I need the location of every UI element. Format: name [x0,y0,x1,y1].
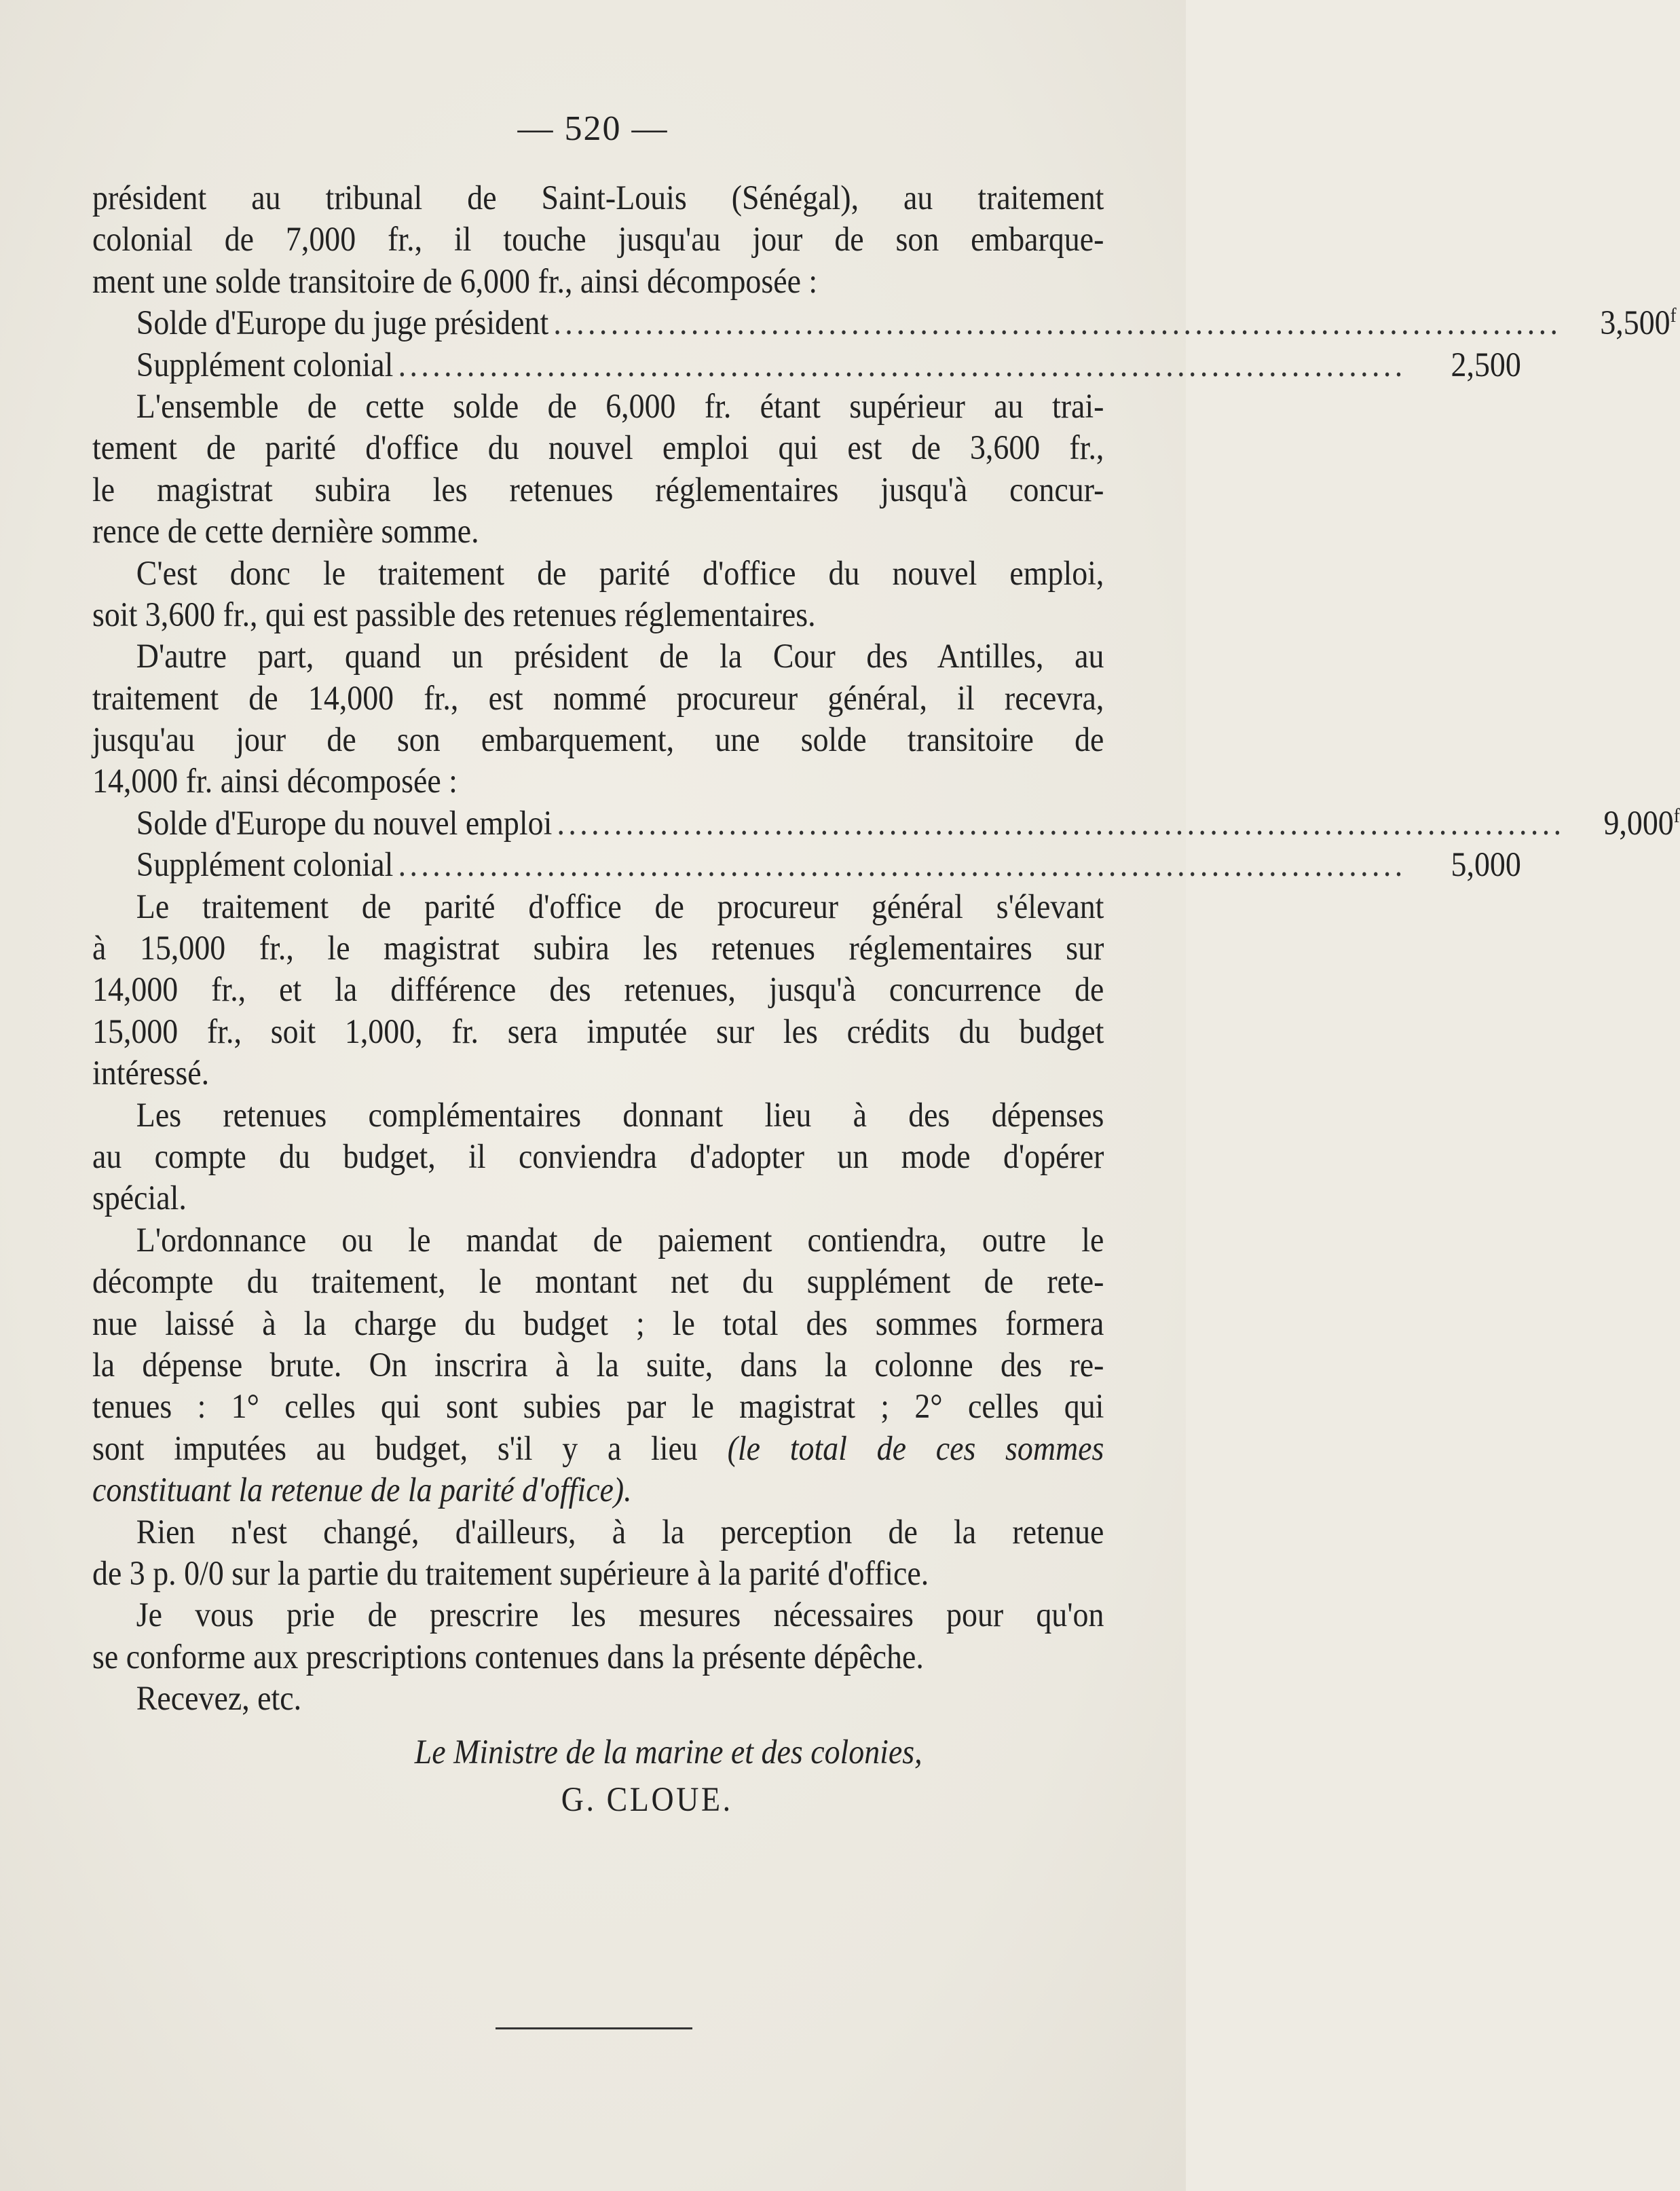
text-line: la dépense brute. On inscrira à la suite, dans la colonne des re- [92,1346,1104,1384]
text-line: traitement de 14,000 fr., est nommé procureur général, il recevra, [92,679,1104,718]
body-text [92,178,1680,1827]
table-row-label: Supplément colonial [136,846,394,885]
table-row [92,845,1521,886]
text-line: ment une solde transitoire de 6,000 fr., ainsi décomposée : [92,262,818,301]
text-line: Je vous prie de prescrire les mesures nécessaires pour qu'on [136,1596,1104,1635]
table-row-amount: 5,000 [1451,846,1521,885]
text-line: C'est donc le traitement de parité d'office du nouvel emploi, [136,554,1104,593]
text-line: le magistrat subira les retenues réglementaires jusqu'à concur- [92,471,1104,509]
signature-title: Le Ministre de la marine et des colonies, [414,1733,922,1772]
text-line: tement de parité d'office du nouvel emploi qui est de 3,600 fr., [92,429,1104,468]
text-line: constituant la retenue de la parité d'office). [92,1471,632,1510]
text-line: L'ensemble de cette solde de 6,000 fr. étant supérieur au trai- [136,387,1104,426]
table-row-amount: 9,000$^f$ [1603,804,1680,843]
signature-name: G. CLOUE. [561,1781,733,1820]
page-number: — 520 — [517,109,669,148]
text-line: jusqu'au jour de son embarquement, une solde transitoire de [92,721,1104,760]
text-line: Les retenues complémentaires donnant lieu à des dépenses [136,1096,1104,1135]
table-row [92,303,1677,344]
text-line: tenues : 1° celles qui sont subies par le magistrat ; 2° celles qui [92,1388,1104,1426]
dot-leader: ........................................................................................ [398,846,1406,885]
dot-leader: ........................................................................................ [557,804,1565,843]
table-row [92,803,1680,845]
table-row-label: Solde d'Europe du nouvel emploi [136,804,553,843]
text-line: sont imputées au budget, s'il y a lieu (le total de ces sommes [92,1429,1104,1468]
text-line: Recevez, etc. [136,1680,302,1718]
text-line: D'autre part, quand un président de la Cour des Antilles, au [136,638,1104,676]
text-line: L'ordonnance ou le mandat de paiement contiendra, outre le [136,1221,1104,1259]
text-line: se conforme aux prescriptions contenues dans la présente dépêche. [92,1638,924,1676]
text-line: de 3 p. 0/0 sur la partie du traitement supérieure à la parité d'office. [92,1554,929,1593]
table-row-label: Solde d'Europe du juge président [136,304,549,343]
text-line: colonial de 7,000 fr., il touche jusqu'au jour de son embarque- [92,221,1104,259]
text-line: intéressé. [92,1054,210,1093]
text-line: Le traitement de parité d'office de procureur général s'élevant [136,887,1104,926]
text-line: au compte du budget, il conviendra d'adopter un mode d'opérer [92,1137,1104,1176]
text-line: nue laissé à la charge du budget ; le total des sommes formera [92,1304,1104,1343]
text-line: Rien n'est changé, d'ailleurs, à la perception de la retenue [136,1513,1104,1551]
dot-leader: ........................................................................................ [553,304,1562,343]
text-line: spécial. [92,1179,187,1218]
dot-leader: ........................................................................................ [398,346,1406,384]
table-row-amount: 2,500 [1451,346,1521,384]
italic-note: (le total de ces sommes [727,1429,1104,1468]
closing-rule [496,2027,692,2029]
text-line: soit 3,600 fr., qui est passible des retenues réglementaires. [92,595,816,634]
text-line: à 15,000 fr., le magistrat subira les retenues réglementaires sur [92,929,1104,968]
text-line: 14,000 fr. ainsi décomposée : [92,762,458,801]
text-line: président au tribunal de Saint-Louis (Sénégal), au traitement [92,179,1104,217]
table-row [92,345,1521,386]
text-line: 14,000 fr., et la différence des retenues, jusqu'à concurrence de [92,971,1104,1010]
table-row-label: Supplément colonial [136,346,394,384]
text-line: rence de cette dernière somme. [92,513,479,551]
text-line: 15,000 fr., soit 1,000, fr. sera imputée sur les crédits du budget [92,1012,1104,1051]
text-line: décompte du traitement, le montant net du supplément de rete- [92,1263,1104,1302]
table-row-amount: 3,500$^f$ [1600,304,1677,343]
